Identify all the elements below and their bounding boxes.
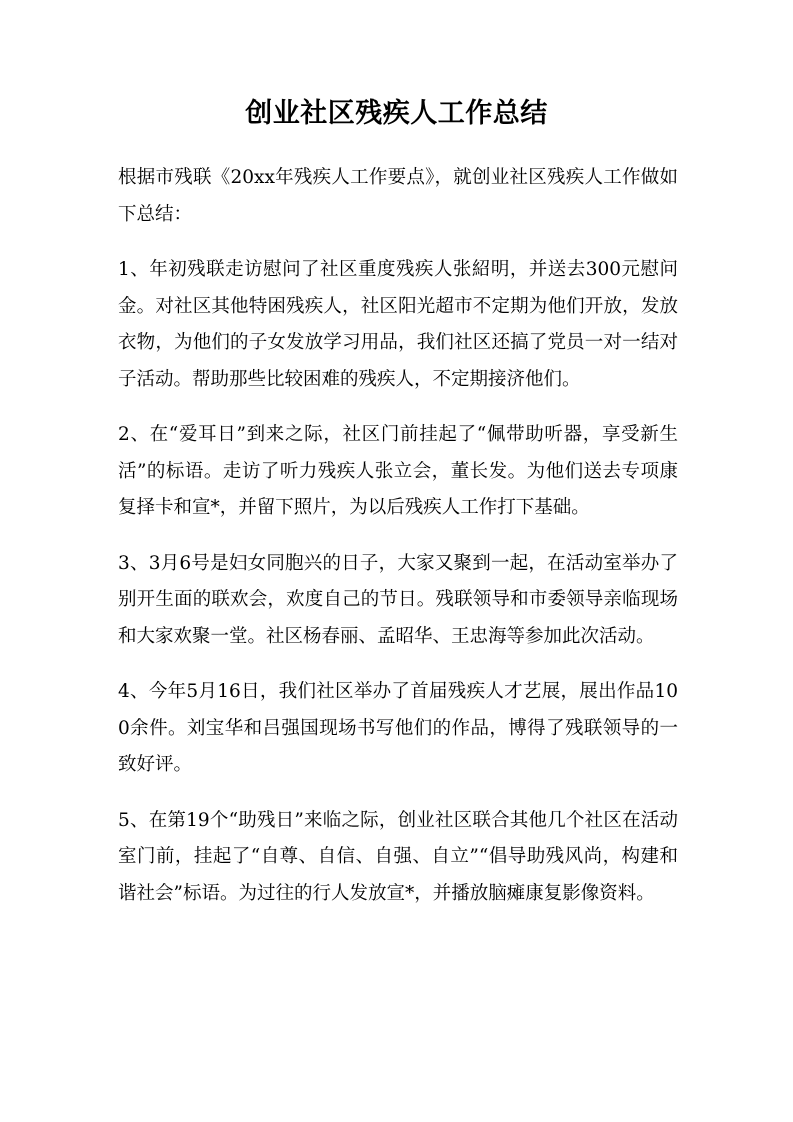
paragraph-item-1: 1、年初残联走访慰问了社区重度残疾人张紹明，并送去300元慰问金。对社区其他特困残疾人，社区阳光超市不定期为他们开放，发放衣物，为他们的子女发放学习用品，我们社区还搞了党员一对一结对子活动。帮助那些比较困难的残疾人，不定期接济他们。 [118,259,678,390]
paragraph-intro: 根据市残联《20xx年残疾人工作要点》，就创业社区残疾人工作做如下总结： [118,167,678,225]
document-body [118,160,678,931]
paragraph-item-4: 4、今年5月16日，我们社区举办了首届残疾人才艺展，展出作品100余件。刘宝华和吕强国现场书写他们的作品，博得了残联领导的一致好评。 [118,681,678,775]
paragraph-item-2: 2、在“爱耳日”到来之际，社区门前挂起了“佩带助听器，享受新生活”的标语。走访了听力残疾人张立会，董长发。为他们送去专项康复择卡和宣*，并留下照片，为以后残疾人工作打下基础。 [118,424,678,518]
document-title: 创业社区残疾人工作总结 [245,98,548,129]
paragraph-item-5: 5、在第19个“助残日”来临之际，创业社区联合其他几个社区在活动室门前，挂起了“自尊、自信、自强、自立”“倡导助残风尚，构建和谐社会”标语。为过往的行人发放宣*，并播放脑瘫康复影像资料。 [118,809,678,904]
paragraph-item-3: 3、3月6号是妇女同胞兴的日子，大家又聚到一起，在活动室举办了别开生面的联欢会，欢度自己的节日。残联领导和市委领导亲临现场和大家欢聚一堂。社区杨春丽、孟昭华、王忠海等参加此次活动。 [118,552,678,647]
